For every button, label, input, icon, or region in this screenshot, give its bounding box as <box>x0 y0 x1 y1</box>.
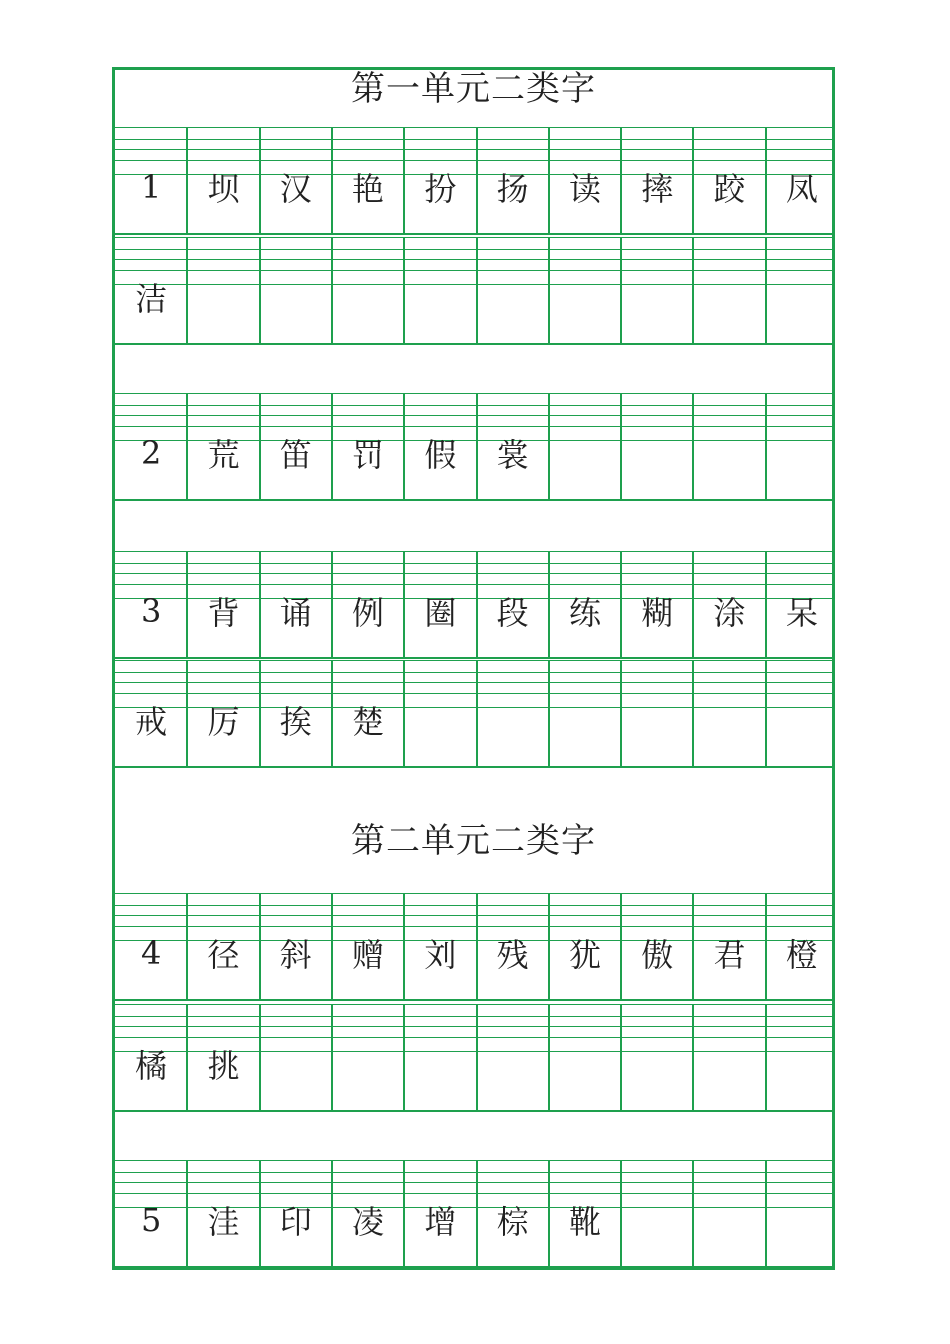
character-cell <box>549 1004 621 1112</box>
character-cell: 汉 <box>279 170 312 208</box>
character-cell: 裳 <box>496 436 529 474</box>
character-cell: 假 <box>424 436 457 474</box>
character-cell <box>549 660 621 768</box>
character-cell <box>260 237 332 345</box>
character-cell: 糊 <box>641 594 674 632</box>
character-cell: 扬 <box>496 170 529 208</box>
character-cell: 诵 <box>279 594 312 632</box>
row-label-cell: 3 <box>140 592 162 630</box>
character-cell <box>332 237 404 345</box>
worksheet <box>112 67 835 1270</box>
character-cell <box>693 1160 765 1268</box>
character-cell <box>766 393 838 501</box>
character-cell <box>693 1004 765 1112</box>
character-cell: 圈 <box>424 594 457 632</box>
character-cell <box>621 237 693 345</box>
character-cell <box>477 1004 549 1112</box>
character-cell <box>621 1004 693 1112</box>
grid-row <box>115 127 832 235</box>
row-label-cell: 洁 <box>135 280 168 318</box>
character-cell: 橙 <box>785 936 818 974</box>
grid-row <box>115 393 832 501</box>
character-cell: 傲 <box>641 936 674 974</box>
character-cell: 跤 <box>713 170 746 208</box>
character-cell: 残 <box>496 936 529 974</box>
character-cell <box>404 1004 476 1112</box>
character-cell: 赠 <box>352 936 385 974</box>
character-cell: 艳 <box>352 170 385 208</box>
character-cell: 荒 <box>207 436 240 474</box>
character-cell: 罚 <box>352 436 385 474</box>
character-cell: 背 <box>207 594 240 632</box>
grid-row <box>115 551 832 659</box>
row-label-cell: 4 <box>140 934 162 972</box>
character-cell: 练 <box>568 594 601 632</box>
grid-row <box>115 1160 832 1268</box>
section-title-2: 第二单元二类字 <box>351 821 596 861</box>
character-cell: 凤 <box>785 170 818 208</box>
character-cell: 涂 <box>713 594 746 632</box>
character-cell: 段 <box>496 594 529 632</box>
character-cell: 棕 <box>496 1203 529 1241</box>
character-cell <box>766 1004 838 1112</box>
character-cell: 扮 <box>424 170 457 208</box>
grid-row <box>115 1004 832 1112</box>
character-cell: 洼 <box>207 1203 240 1241</box>
character-cell <box>766 1160 838 1268</box>
character-cell: 斜 <box>279 936 312 974</box>
character-cell <box>477 237 549 345</box>
character-cell: 君 <box>713 936 746 974</box>
character-cell: 靴 <box>568 1203 601 1241</box>
character-cell <box>766 660 838 768</box>
grid-row <box>115 893 832 1001</box>
character-cell <box>404 237 476 345</box>
character-cell <box>549 237 621 345</box>
character-cell: 例 <box>352 594 385 632</box>
character-cell: 增 <box>424 1203 457 1241</box>
character-cell <box>766 237 838 345</box>
character-cell: 犹 <box>568 936 601 974</box>
section-title-1: 第一单元二类字 <box>351 69 596 109</box>
character-cell: 印 <box>279 1203 312 1241</box>
character-cell <box>404 660 476 768</box>
character-cell: 凌 <box>352 1203 385 1241</box>
character-cell: 读 <box>568 170 601 208</box>
character-cell: 笛 <box>279 436 312 474</box>
character-cell: 刘 <box>424 936 457 974</box>
character-cell: 呆 <box>785 594 818 632</box>
character-cell: 坝 <box>207 170 240 208</box>
character-cell <box>693 660 765 768</box>
character-cell <box>332 1004 404 1112</box>
character-cell: 厉 <box>207 703 240 741</box>
row-label-cell: 戒 <box>135 703 168 741</box>
character-cell <box>693 393 765 501</box>
row-label-cell: 1 <box>140 168 162 206</box>
character-cell <box>621 660 693 768</box>
row-label-cell: 2 <box>140 434 162 472</box>
row-label-cell: 5 <box>140 1201 162 1239</box>
character-cell <box>187 237 259 345</box>
character-cell: 挑 <box>207 1047 240 1085</box>
grid-row <box>115 660 832 768</box>
character-cell: 挨 <box>279 703 312 741</box>
character-cell <box>621 1160 693 1268</box>
character-cell: 楚 <box>352 703 385 741</box>
character-cell <box>260 1004 332 1112</box>
character-cell: 径 <box>207 936 240 974</box>
character-cell <box>621 393 693 501</box>
character-cell <box>477 660 549 768</box>
character-cell <box>549 393 621 501</box>
grid-row <box>115 237 832 345</box>
character-cell <box>693 237 765 345</box>
character-cell: 摔 <box>641 170 674 208</box>
row-label-cell: 橘 <box>135 1047 168 1085</box>
